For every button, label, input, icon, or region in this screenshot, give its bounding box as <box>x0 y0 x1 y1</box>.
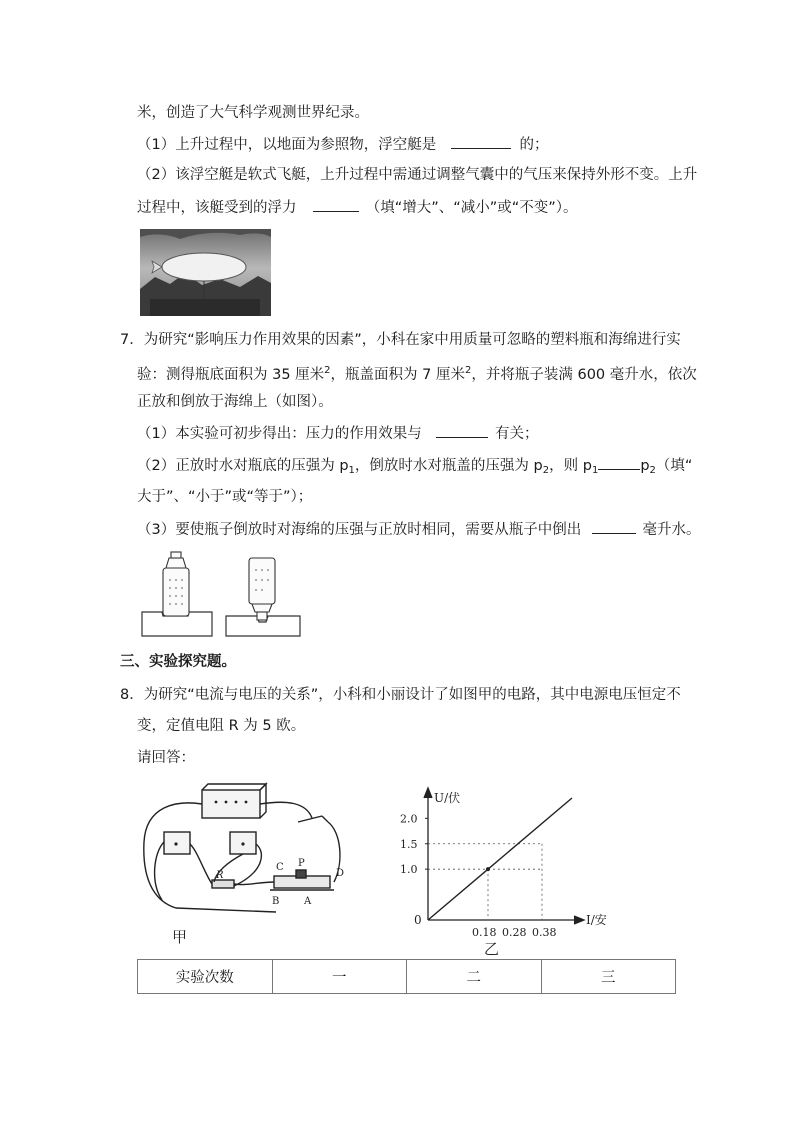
q7-part2-a: （2）正放时水对瓶底的压强为 p <box>137 458 349 474</box>
q7-part2-sub1: 1 <box>348 465 355 476</box>
q6-part2-blank <box>313 197 359 212</box>
switch-icon <box>298 816 328 822</box>
data-point <box>486 867 490 871</box>
q8-line2: 变，定值电阻 R 为 5 欧。 <box>137 718 306 734</box>
section-title: 三、实验探究题。 <box>120 654 236 670</box>
x-tick-label: 0.28 <box>502 926 527 939</box>
q7-part1-suffix: 有关； <box>494 426 539 442</box>
q7-part1 <box>137 423 538 444</box>
x-axis-arrow <box>574 916 584 924</box>
q7-line2-sup1: 2 <box>324 365 331 376</box>
q7-line2-a: 验：测得瓶底面积为 35 厘米 <box>137 367 325 383</box>
q7-part3-text: （3）要使瓶子倒放时对海绵的压强与正放时相同，需要从瓶子中倒出 <box>137 522 582 538</box>
y-tick-label: 1.5 <box>400 837 418 851</box>
q7-line2 <box>137 361 697 385</box>
q7-line2-b: ，瓶盖面积为 7 厘米 <box>330 367 465 383</box>
q7-part2-line1 <box>137 455 692 481</box>
power-supply-icon <box>202 790 260 818</box>
q7-part2-d: p <box>640 458 650 474</box>
origin-label: 0 <box>414 913 422 927</box>
airship-photo <box>140 229 271 316</box>
q6-part2-text: 过程中，该艇受到的浮力 <box>137 200 297 216</box>
q6-part1-text: （1）上升过程中，以地面为参照物，浮空艇是 <box>137 137 437 153</box>
q6-part2-line1: （2）该浮空艇是软式飞艇，上升过程中需通过调整气囊中的气压来保持外形不变。上升 <box>137 167 698 183</box>
table-header-cell: 一 <box>272 960 407 994</box>
q6-part2-line2 <box>137 197 578 218</box>
label-b: B <box>272 896 280 907</box>
bottle-upright <box>163 552 189 616</box>
q7-part2-line2: 大于”、“小于”或“等于”）； <box>137 489 313 505</box>
q7-part1-blank <box>436 423 488 438</box>
table-header-cell: 三 <box>541 960 676 994</box>
table-header-cell: 二 <box>407 960 542 994</box>
x-axis-label: I/安 <box>586 913 607 927</box>
table-header-cell: 实验次数 <box>138 960 273 994</box>
experiment-table <box>137 959 676 994</box>
y-axis-arrow <box>424 788 432 798</box>
q8-line3: 请回答： <box>137 750 195 766</box>
q7-line3: 正放和倒放于海绵上（如图）。 <box>137 394 333 410</box>
q7-part2-sub3: 1 <box>591 465 599 476</box>
ui-chart <box>390 780 620 960</box>
q7-part2-blank <box>598 455 640 470</box>
circuit-caption: 甲 <box>172 928 188 946</box>
x-tick-label: 0.38 <box>532 926 557 939</box>
q6-part1-blank <box>451 134 511 149</box>
y-tick-label: 2.0 <box>400 812 418 826</box>
resistor-icon <box>212 880 234 888</box>
x-tick-label: 0.18 <box>472 926 497 939</box>
bottle-inverted <box>249 558 275 620</box>
q6-line0: 米，创造了大气科学观测世界纪录。 <box>137 105 369 121</box>
y-axis-label: U/伏 <box>434 791 461 805</box>
q7-part3-suffix: 毫升水。 <box>642 522 701 538</box>
q7-part2-e: （填“ <box>655 458 693 474</box>
q7-part2-c: ，则 p <box>549 458 592 474</box>
circuit-figure <box>136 782 351 952</box>
q7-part2-sub4: 2 <box>649 465 656 476</box>
q6-part1-suffix: 的； <box>519 137 549 153</box>
q6-part1 <box>137 134 548 155</box>
label-c: C <box>276 862 284 873</box>
label-p: P <box>298 858 305 869</box>
q7-part3-blank <box>592 519 636 534</box>
q7-part2-b: ，倒放时水对瓶盖的压强为 p <box>354 458 543 474</box>
q7-part2-sub2: 2 <box>542 465 550 476</box>
q7-line2-c: ，并将瓶子装满 600 毫升水，依次 <box>471 367 697 383</box>
q7-line2-sup2: 2 <box>465 365 472 376</box>
label-d: D <box>336 868 345 879</box>
q7-line1: 7．为研究“影响压力作用效果的因素”，小科在家中用质量可忽略的塑料瓶和海绵进行实 <box>120 332 681 348</box>
series-line <box>428 798 572 920</box>
q8-line1: 8．为研究“电流与电压的关系”，小科和小丽设计了如图甲的电路，其中电源电压恒定不 <box>120 687 681 703</box>
table-header-row <box>138 960 676 994</box>
chart-caption: 乙 <box>484 940 500 958</box>
label-a: A <box>304 896 312 907</box>
label-r: R <box>216 870 224 881</box>
bottle-sponge-figure <box>140 550 302 640</box>
q7-part1-text: （1）本实验可初步得出：压力的作用效果与 <box>137 426 422 442</box>
q7-part3 <box>137 519 700 540</box>
q6-part2-suffix: （填“增大”、“减小”或“不变”）。 <box>365 200 578 216</box>
y-tick-label: 1.0 <box>400 863 418 877</box>
